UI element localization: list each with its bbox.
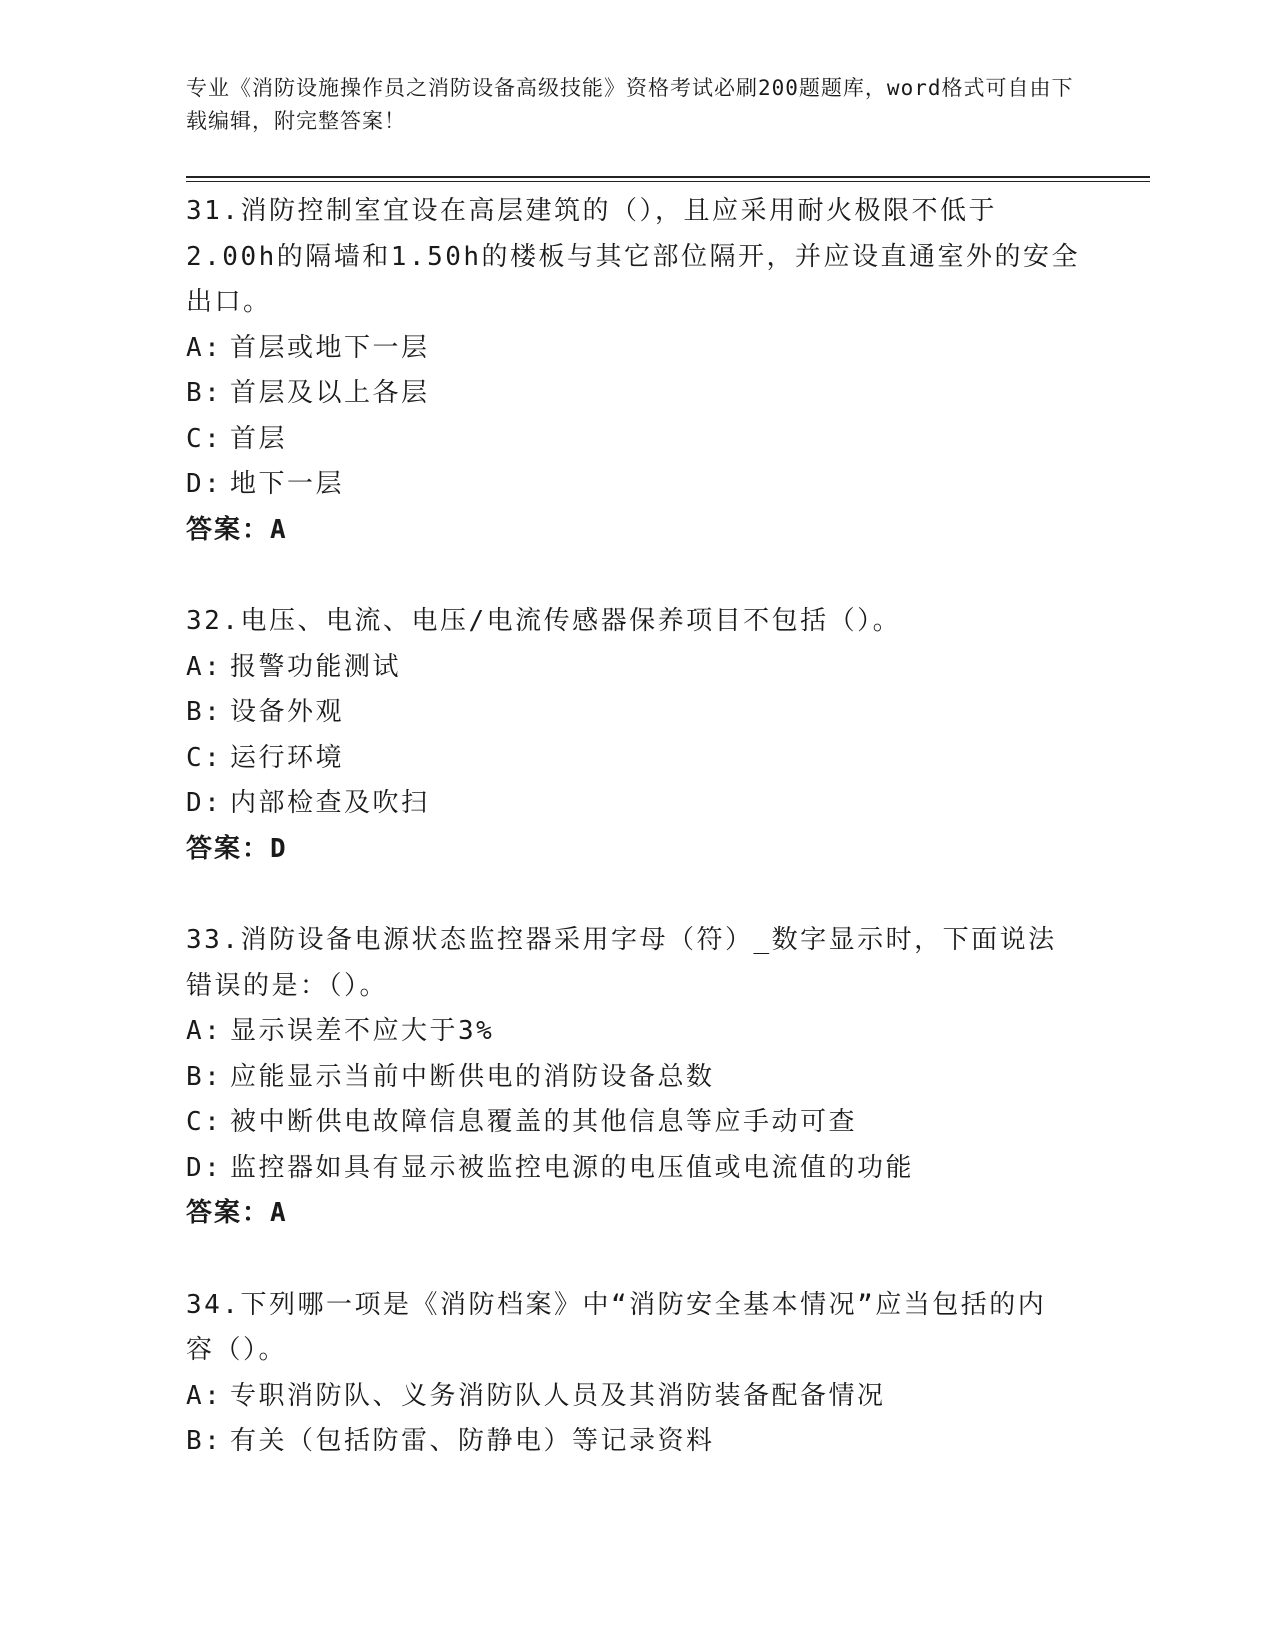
question-number: 33. (186, 925, 241, 955)
option-text: 专职消防队、义务消防队人员及其消防装备配备情况 (230, 1380, 886, 1411)
question-34 (186, 1283, 1086, 1465)
question-33 (186, 918, 1086, 1237)
option-text: 内部检查及吹扫 (230, 788, 430, 818)
option-d (186, 1146, 1086, 1192)
question-stem-line: 消防控制室宜设在高层建筑的（），且应采用耐火极限不低于 (240, 196, 997, 226)
question-number: 34. (186, 1289, 241, 1320)
question-list (186, 189, 1086, 1511)
option-text: 运行环境 (230, 742, 345, 773)
option-text: 地下一层 (230, 469, 345, 499)
header-title: 专业《消防设施操作员之消防设备高级技能》资格考试必刷200题题库，word格式可自由下载编辑，附完整答案！ (186, 76, 1074, 133)
option-c (186, 736, 1086, 782)
option-key: D: (186, 1152, 223, 1183)
question-number: 31. (186, 196, 241, 226)
option-a (186, 1374, 1086, 1420)
option-c (186, 1100, 1086, 1146)
option-key: A: (186, 1380, 223, 1411)
option-key: B: (186, 1426, 223, 1456)
question-stem-line: 下列哪一项是《消防档案》中“消防安全基本情况”应当包括的内 (240, 1289, 1047, 1320)
question-stem (186, 599, 1086, 645)
question-stem-line: 出口。 (186, 287, 272, 317)
option-key: B: (186, 378, 223, 408)
option-key: C: (186, 742, 223, 773)
option-b (186, 1055, 1086, 1101)
answer-label: 答案：D (186, 833, 288, 864)
question-stem (186, 918, 1086, 964)
question-stem (186, 189, 1086, 235)
option-text: 首层 (230, 423, 288, 454)
option-key: B: (186, 697, 223, 727)
question-stem-line: 错误的是：（）。 (186, 970, 389, 1001)
option-text: 首层及以上各层 (230, 378, 430, 408)
option-key: C: (186, 1107, 223, 1137)
option-key: C: (186, 423, 223, 454)
option-a (186, 326, 1086, 372)
option-d (186, 462, 1086, 508)
option-key: B: (186, 1061, 223, 1092)
option-text: 设备外观 (230, 697, 345, 727)
question-stem (186, 1283, 1086, 1329)
document-header (186, 72, 1086, 138)
option-text: 被中断供电故障信息覆盖的其他信息等应手动可查 (230, 1107, 858, 1137)
option-text: 首层或地下一层 (230, 332, 430, 363)
option-key: D: (186, 788, 223, 818)
option-text: 有关（包括防雷、防静电）等记录资料 (230, 1426, 715, 1456)
option-d (186, 781, 1086, 827)
question-number: 32. (186, 606, 241, 636)
question-31 (186, 189, 1086, 553)
option-text: 显示误差不应大于3% (230, 1016, 495, 1046)
option-b (186, 1419, 1086, 1465)
option-key: A: (186, 1016, 223, 1046)
option-a (186, 645, 1086, 691)
option-text: 应能显示当前中断供电的消防设备总数 (230, 1061, 715, 1092)
question-32 (186, 599, 1086, 872)
option-text: 报警功能测试 (230, 651, 402, 682)
option-key: A: (186, 332, 223, 363)
question-stem-line: 电压、电流、电压/电流传感器保养项目不包括（）。 (240, 606, 902, 636)
option-b (186, 371, 1086, 417)
header-divider-thin (186, 181, 1150, 182)
question-stem-line: 2.00h的隔墙和1.50h的楼板与其它部位隔开，并应设直通室外的安全 (186, 241, 1081, 272)
option-text: 监控器如具有显示被监控电源的电压值或电流值的功能 (230, 1152, 915, 1183)
option-key: A: (186, 651, 223, 682)
option-b (186, 690, 1086, 736)
answer-label: 答案：A (186, 1198, 288, 1228)
header-divider-thick (186, 176, 1150, 178)
option-a (186, 1009, 1086, 1055)
option-c (186, 417, 1086, 463)
option-key: D: (186, 469, 223, 499)
question-stem-line: 消防设备电源状态监控器采用字母（符）_数字显示时，下面说法 (240, 925, 1057, 955)
question-stem-line: 容（）。 (186, 1335, 288, 1365)
answer-label: 答案：A (186, 514, 288, 545)
